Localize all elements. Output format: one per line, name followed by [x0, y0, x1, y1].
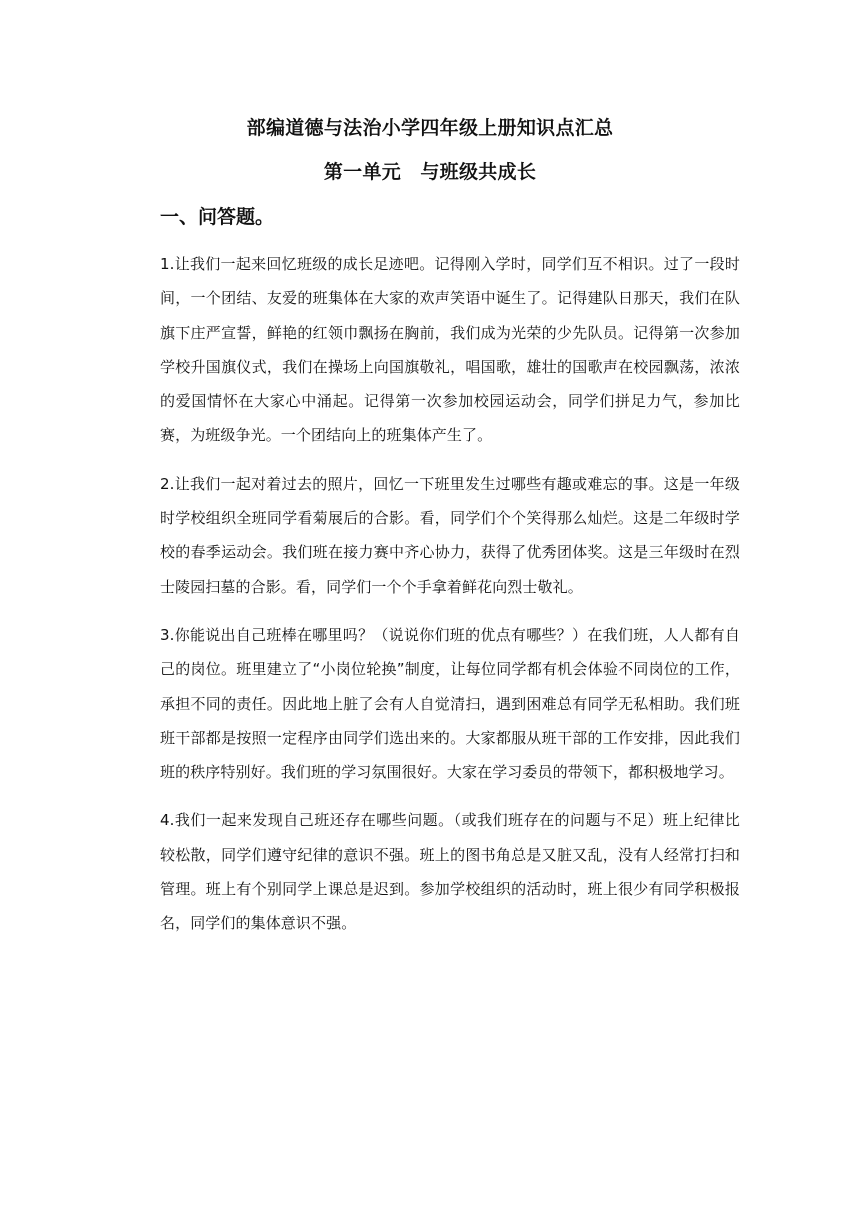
qa-paragraph-1: 1.让我们一起来回忆班级的成长足迹吧。记得刚入学时，同学们互不相识。过了一段时间，一个团结、友爱的班集体在大家的欢声笑语中诞生了。记得建队日那天，我们在队旗下庄严宣誓，鲜艳的红领巾飘扬在胸前，我们成为光荣的少先队员。记得第一次参加学校升国旗仪式，我们在操场上向国旗敬礼，唱国歌，雄壮的国歌声在校园飘荡，浓浓的爱国情怀在大家心中涌起。记得第一次参加校园运动会，同学们拼足力气，参加比赛，为班级争光。一个团结向上的班集体产生了。	[160, 255, 740, 445]
qa-paragraph-3: 3.你能说出自己班棒在哪里吗？（说说你们班的优点有哪些？）在我们班，人人都有自己的岗位。班里建立了“小岗位轮换”制度，让每位同学都有机会体验不同岗位的工作，承担不同的责任。因此地上脏了会有人自觉清扫，遇到困难总有同学无私相助。我们班班干部都是按照一定程序由同学们选出来的。大家都服从班干部的工作安排，因此我们班的秩序特别好。我们班的学习氛围很好。大家在学习委员的带领下，都积极地学习。	[160, 625, 740, 782]
unit-title: 第一单元 与班级共成长	[323, 161, 537, 183]
section-heading: 一、问答题。	[160, 206, 275, 228]
qa-paragraph-2: 2.让我们一起对着过去的照片，回忆一下班里发生过哪些有趣或难忘的事。这是一年级时学校组织全班同学看菊展后的合影。看，同学们个个笑得那么灿烂。这是二年级时学校的春季运动会。我们班在接力赛中齐心协力，获得了优秀团体奖。这是三年级时在烈士陵园扫墓的合影。看，同学们一个个手拿着鲜花向烈士敬礼。	[160, 474, 740, 596]
document-title: 部编道德与法治小学四年级上册知识点汇总	[246, 117, 614, 139]
qa-content	[160, 247, 740, 955]
qa-paragraph-4: 4.我们一起来发现自己班还存在哪些问题。（或我们班存在的问题与不足）班上纪律比较松散，同学们遵守纪律的意识不强。班上的图书角总是又脏又乱，没有人经常打扫和管理。班上有个别同学上课总是迟到。参加学校组织的活动时，班上很少有同学积极报名，同学们的集体意识不强。	[160, 811, 740, 933]
